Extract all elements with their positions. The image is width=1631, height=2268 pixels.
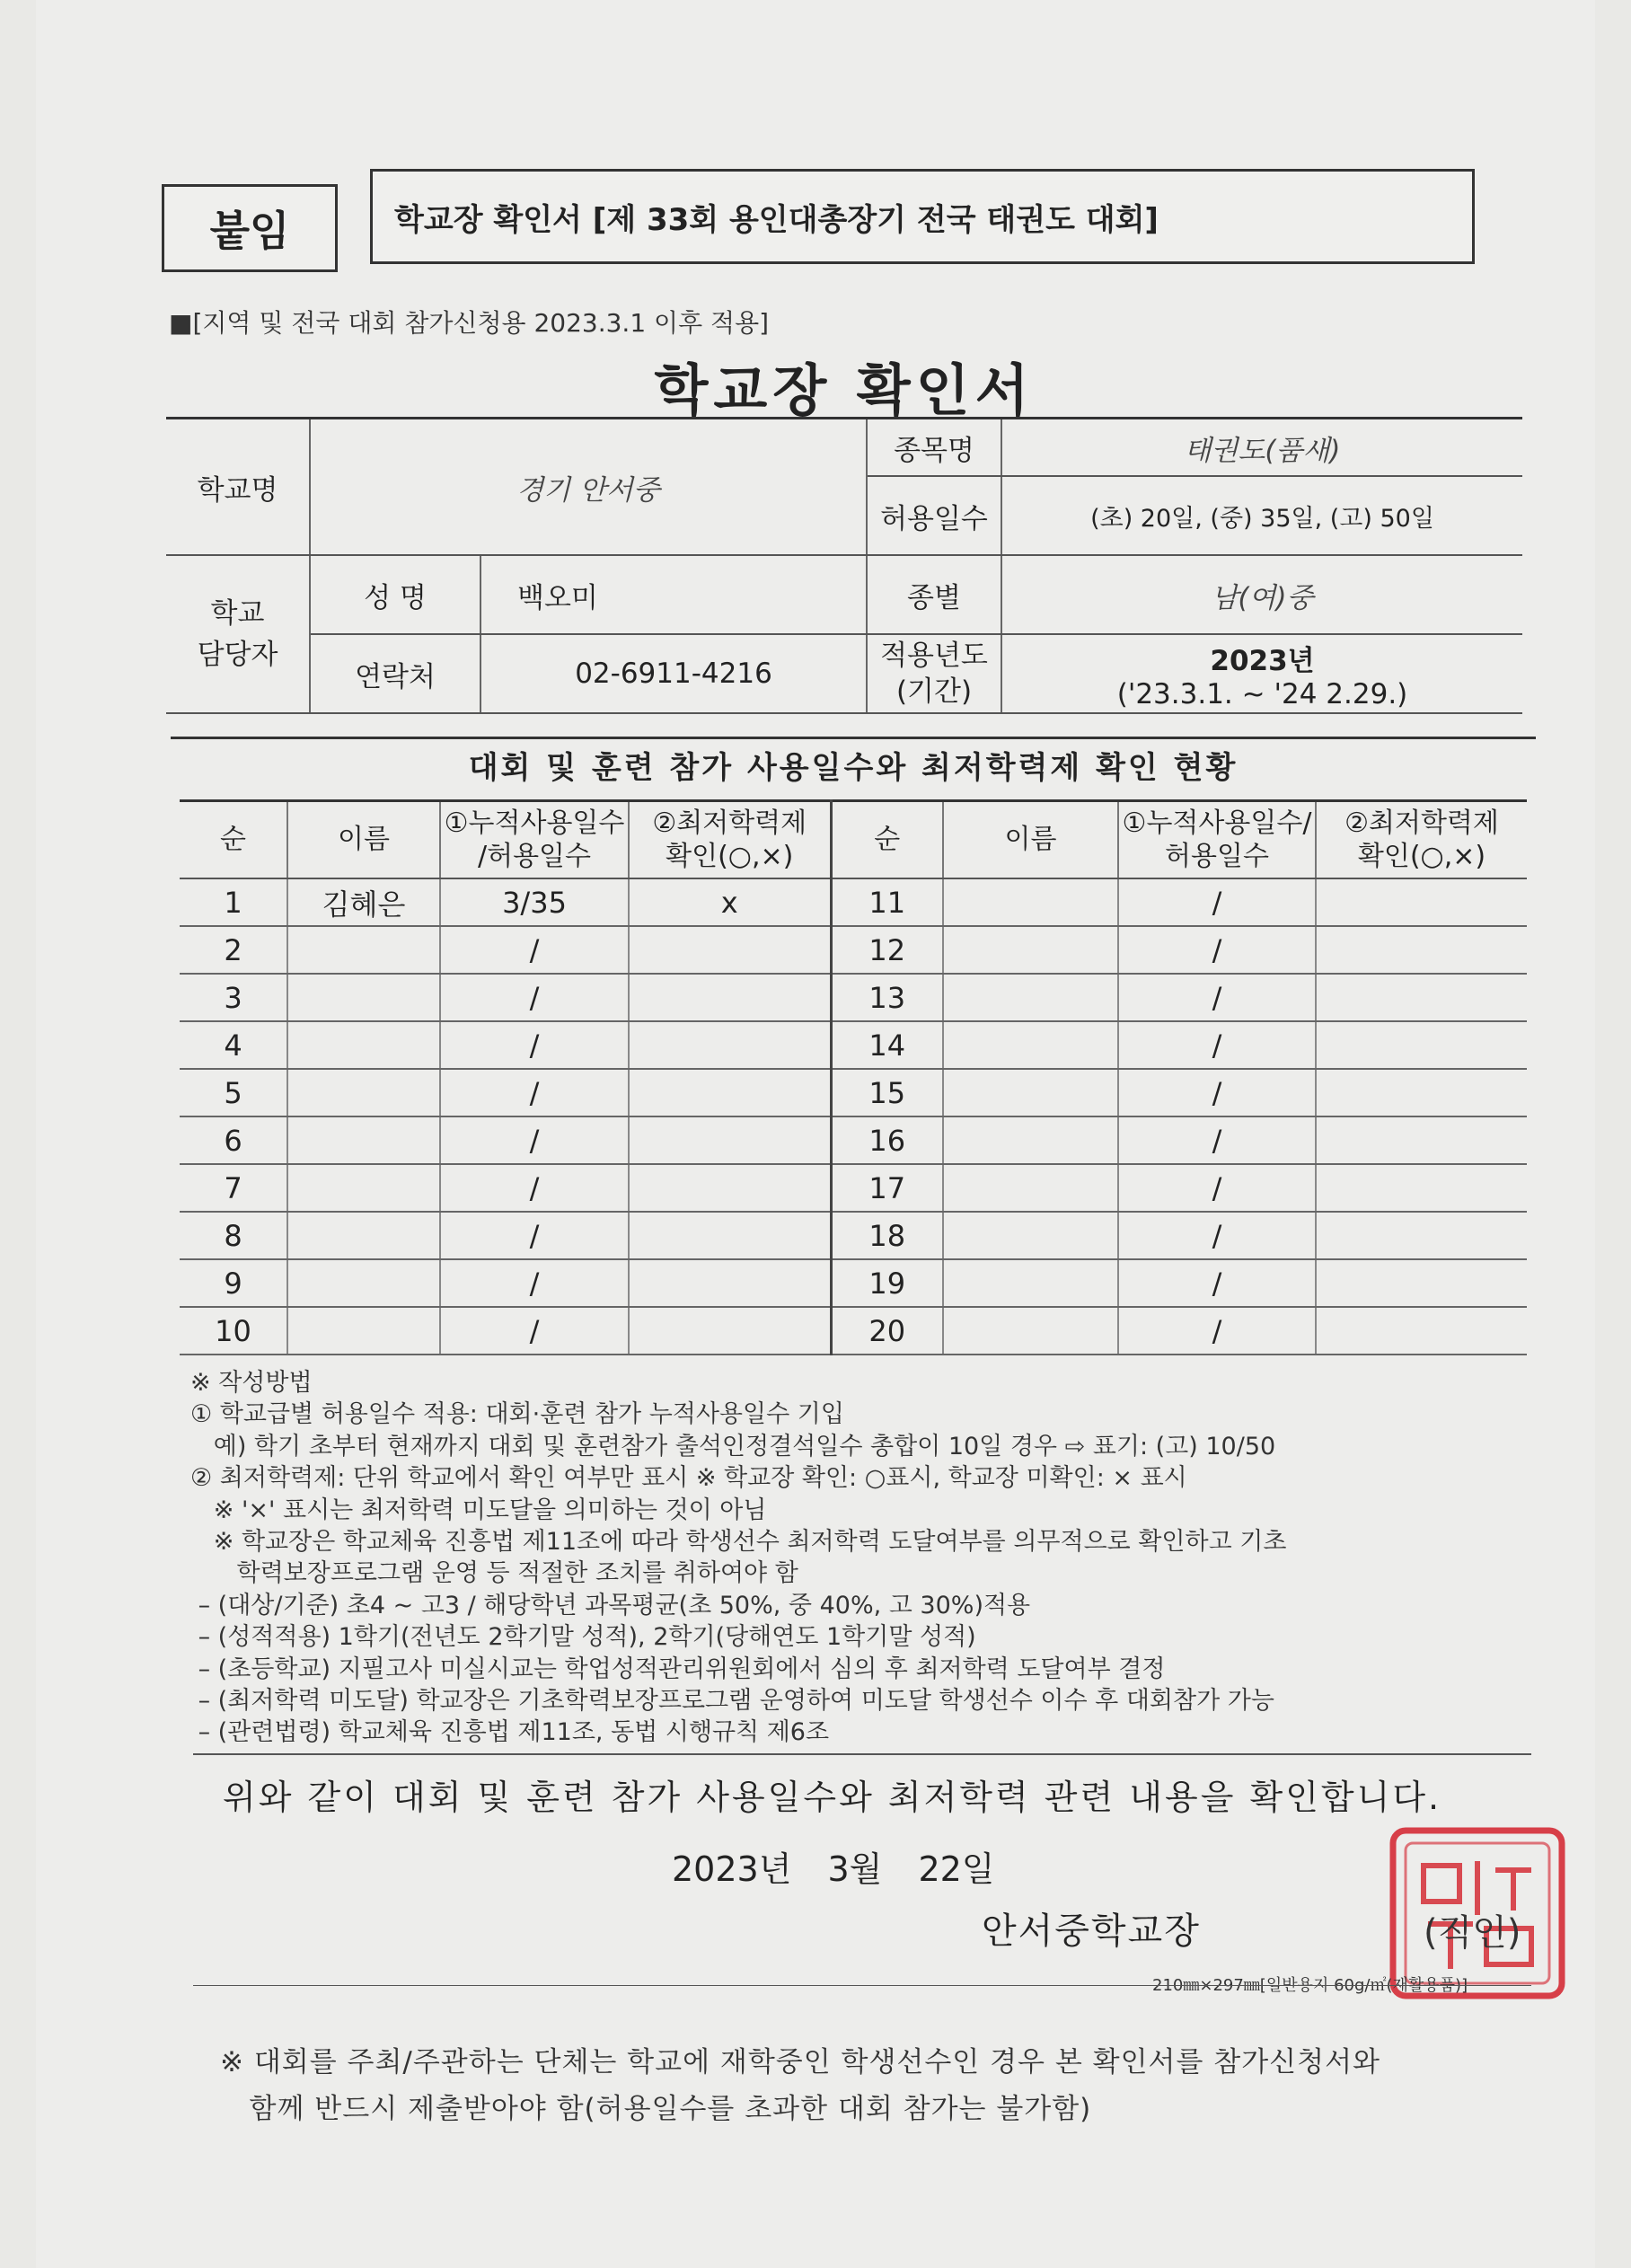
days-used-right: / (1118, 1021, 1316, 1069)
row-number: 6 (180, 1116, 287, 1164)
athlete-name-right (943, 1116, 1118, 1164)
event-label: 종목명 (867, 419, 1001, 477)
athlete-name (287, 974, 440, 1021)
period-range: ('23.3.1. ~ '24 2.29.) (1116, 677, 1408, 710)
athlete-name-right (943, 926, 1118, 974)
days-used: / (440, 1259, 629, 1307)
school-label: 학교명 (166, 419, 310, 556)
academic-check (629, 1069, 831, 1116)
academic-check (629, 926, 831, 974)
contact-value: 02-6911-4216 (480, 634, 867, 713)
footer-note (220, 2039, 1380, 2132)
table-row (180, 1212, 1527, 1259)
header-check: ②최저학력제 확인(○,×) (629, 801, 831, 879)
header-no: 순 (180, 801, 287, 879)
days-used: / (440, 1116, 629, 1164)
instruction-line: – (최저학력 미도달) 학교장은 기초학력보장프로그램 운영하여 미도달 학생선수 이수 후 대회참가 가능 (190, 1687, 1274, 1716)
school-value: 경기 안서중 (310, 419, 867, 556)
days-used-right: / (1118, 878, 1316, 926)
row-number: 5 (180, 1069, 287, 1116)
table-row (180, 1116, 1527, 1164)
athlete-name-right (943, 1069, 1118, 1116)
header-check-right: ②최저학력제 확인(○,×) (1316, 801, 1527, 879)
name-value: 백오미 (480, 555, 867, 634)
athlete-name-right (943, 974, 1118, 1021)
row-number-right: 14 (831, 1021, 943, 1069)
header-days: ①누적사용일수 /허용일수 (440, 801, 629, 879)
days-used-right: / (1118, 1164, 1316, 1212)
days-used: / (440, 1164, 629, 1212)
athlete-name (287, 1069, 440, 1116)
academic-check (629, 1164, 831, 1212)
days-used-right: / (1118, 926, 1316, 974)
academic-check-right (1316, 1116, 1527, 1164)
academic-check: x (629, 878, 831, 926)
table-row (180, 926, 1527, 974)
gender-label: 종별 (867, 555, 1001, 634)
table-row (180, 974, 1527, 1021)
writing-instructions (190, 1367, 1538, 1749)
row-number-right: 15 (831, 1069, 943, 1116)
athlete-name-right (943, 1259, 1118, 1307)
table-row (180, 1307, 1527, 1355)
row-number-right: 20 (831, 1307, 943, 1355)
school-info-table (166, 417, 1522, 714)
row-number: 7 (180, 1164, 287, 1212)
instruction-line: – (초등학교) 지필고사 미실시교는 학업성적관리위원회에서 심의 후 최저학력 도달여부 결정 (190, 1655, 1166, 1683)
event-value: 태권도(품새) (1001, 419, 1522, 477)
athlete-name (287, 1164, 440, 1212)
athlete-name-right (943, 878, 1118, 926)
athlete-name (287, 1021, 440, 1069)
athlete-table (180, 799, 1527, 1355)
instruction-line: – (성적적용) 1학기(전년도 2학기말 성적), 2학기(당해연도 1학기말 성적) (190, 1623, 976, 1652)
name-label: 성 명 (310, 555, 480, 634)
principal-signature: 안서중학교장 (982, 1911, 1201, 1952)
instruction-line: – (관련법령) 학교체육 진흥법 제11조, 동법 시행규칙 제6조 (190, 1718, 830, 1747)
row-number: 3 (180, 974, 287, 1021)
academic-check-right (1316, 926, 1527, 974)
athlete-name (287, 1307, 440, 1355)
header-name: 이름 (287, 801, 440, 879)
days-used: / (440, 974, 629, 1021)
row-number: 1 (180, 878, 287, 926)
days-used: / (440, 926, 629, 974)
academic-check (629, 1212, 831, 1259)
divider-line (193, 1753, 1531, 1755)
document-title: 학교장 확인서 (654, 357, 1035, 423)
academic-check (629, 974, 831, 1021)
header-no-right: 순 (831, 801, 943, 879)
athlete-rows (180, 878, 1527, 1355)
athlete-name-right (943, 1307, 1118, 1355)
row-number-right: 16 (831, 1116, 943, 1164)
days-used: / (440, 1307, 629, 1355)
athlete-name-right (943, 1164, 1118, 1212)
row-number-right: 17 (831, 1164, 943, 1212)
days-used-right: / (1118, 1069, 1316, 1116)
attachment-tag: 붙임 (162, 184, 338, 272)
row-number: 10 (180, 1307, 287, 1355)
allowed-days-value: (초) 20일, (중) 35일, (고) 50일 (1001, 476, 1522, 555)
document-header-title: 학교장 확인서 [제 33회 용인대총장기 전국 태권도 대회] (370, 169, 1475, 264)
academic-check-right (1316, 974, 1527, 1021)
period-year: 2023년 (1210, 644, 1315, 677)
instruction-line: ※ 학교장은 학교체육 진흥법 제11조에 따라 학생선수 최저학력 도달여부를 의무적으로 확인하고 기초 (190, 1528, 1287, 1557)
table-row (180, 1021, 1527, 1069)
academic-check-right (1316, 1259, 1527, 1307)
days-used-right: / (1118, 1307, 1316, 1355)
table-row (180, 1259, 1527, 1307)
academic-check (629, 1021, 831, 1069)
row-number: 4 (180, 1021, 287, 1069)
contact-label: 연락처 (310, 634, 480, 713)
footer-line: 함께 반드시 제출받아야 함(허용일수를 초과한 대회 참가는 불가함) (220, 2093, 1092, 2125)
days-used-right: / (1118, 1212, 1316, 1259)
academic-check-right (1316, 1212, 1527, 1259)
instruction-line: ② 최저학력제: 단위 학교에서 확인 여부만 표시 ※ 학교장 확인: ○표시, 학교장 미확인: × 표시 (190, 1464, 1187, 1493)
academic-check (629, 1259, 831, 1307)
academic-check (629, 1116, 831, 1164)
table-row (180, 1069, 1527, 1116)
athlete-name: 김혜은 (287, 878, 440, 926)
period-value (1001, 634, 1522, 713)
table-row (180, 1164, 1527, 1212)
instruction-line: ※ '×' 표시는 최저학력 미도달을 의미하는 것이 아님 (190, 1496, 767, 1524)
table-row (180, 878, 1527, 926)
row-number-right: 12 (831, 926, 943, 974)
header-name-right: 이름 (943, 801, 1118, 879)
applicability-notice: ■[지역 및 전국 대회 참가신청용 2023.3.1 이후 적용] (169, 308, 770, 338)
seal-label: (직인) (1424, 1912, 1521, 1954)
gender-value: 남(여)중 (1001, 555, 1522, 634)
days-used: 3/35 (440, 878, 629, 926)
days-used: / (440, 1212, 629, 1259)
paper-spec: 210㎜×297㎜[일반용지 60g/㎡(재활용품)] (1152, 1976, 1468, 1995)
athlete-name (287, 926, 440, 974)
athlete-name-right (943, 1021, 1118, 1069)
days-used-right: / (1118, 974, 1316, 1021)
academic-check-right (1316, 1307, 1527, 1355)
academic-check-right (1316, 1021, 1527, 1069)
row-number: 8 (180, 1212, 287, 1259)
athlete-name (287, 1259, 440, 1307)
period-label: 적용년도 (기간) (867, 634, 1001, 713)
row-number-right: 18 (831, 1212, 943, 1259)
row-number-right: 19 (831, 1259, 943, 1307)
footer-line: ※ 대회를 주최/주관하는 단체는 학교에 재학중인 학생선수인 경우 본 확인서를 참가신청서와 (220, 2046, 1380, 2078)
allowed-days-label: 허용일수 (867, 476, 1001, 555)
academic-check-right (1316, 1164, 1527, 1212)
row-number: 9 (180, 1259, 287, 1307)
signature-date: 2023년 3월 22일 (672, 1849, 995, 1889)
manager-label: 학교 담당자 (166, 555, 310, 713)
bottom-divider (193, 1985, 1531, 1986)
athlete-name-right (943, 1212, 1118, 1259)
instruction-line: – (대상/기준) 초4 ~ 고3 / 해당학년 과목평균(초 50%, 중 40%, 고 30%)적용 (190, 1591, 1031, 1619)
days-used: / (440, 1069, 629, 1116)
academic-check-right (1316, 1069, 1527, 1116)
row-number-right: 11 (831, 878, 943, 926)
row-number: 2 (180, 926, 287, 974)
confirmation-statement: 위와 같이 대회 및 훈련 참가 사용일수와 최저학력 관련 내용을 확인합니다. (223, 1778, 1442, 1817)
academic-check-right (1316, 878, 1527, 926)
instruction-line: 예) 학기 초부터 현재까지 대회 및 훈련참가 출석인정결석일수 총합이 10일 경우 ⇨ 표기: (고) 10/50 (190, 1432, 1276, 1461)
academic-check (629, 1307, 831, 1355)
athlete-name (287, 1212, 440, 1259)
days-used-right: / (1118, 1259, 1316, 1307)
days-used-right: / (1118, 1116, 1316, 1164)
list-title: 대회 및 훈련 참가 사용일수와 최저학력제 확인 현황 (171, 737, 1536, 787)
days-used: / (440, 1021, 629, 1069)
instruction-line: ※ 작성방법 (190, 1369, 313, 1397)
athlete-name (287, 1116, 440, 1164)
instruction-line: ① 학교급별 허용일수 적용: 대회·훈련 참가 누적사용일수 기입 (190, 1400, 844, 1429)
header-days-right: ①누적사용일수/ 허용일수 (1118, 801, 1316, 879)
row-number-right: 13 (831, 974, 943, 1021)
instruction-line: 학력보장프로그램 운영 등 적절한 조치를 취하여야 함 (190, 1559, 798, 1588)
